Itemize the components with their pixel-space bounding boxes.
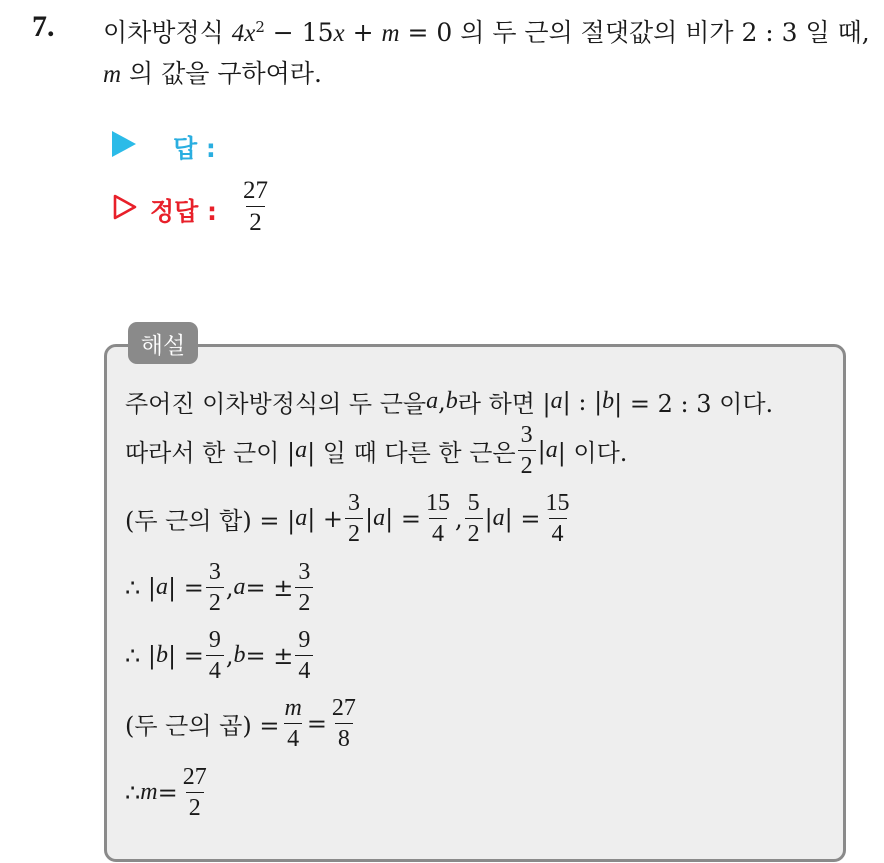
solution-line-5: ∴ | b | = $\frac{9}{4}$ , b = ± $\frac{9}{4}$ xyxy=(125,628,315,683)
solution-tag: 해설 xyxy=(128,322,198,364)
question-text-line2: m 의 값을 구하여라. xyxy=(103,59,322,88)
question-number: 7. xyxy=(32,10,55,43)
solution-line-6: (두 근의 곱) = $\frac{m}{4}$ = $\frac{27}{8}$ xyxy=(125,695,356,752)
answer-label: 답 : xyxy=(173,134,216,163)
solution-line-7: ∴ m = $\frac{27}{2}$ xyxy=(125,764,207,821)
solution-line-1: 주어진 이차방정식의 두 근을 a , b 라 하면 | a | : | b | = 2 : 3 이다. xyxy=(125,387,774,418)
correct-answer-value: $\frac{27}{2}$ xyxy=(243,177,268,236)
solution-line-3: (두 근의 합) = | a | + $\frac{3}{2}$ | a | = $\frac{15}{4}$ , $\frac{5}{2}$ | a | = $\frac{15}{4}$ xyxy=(125,490,570,547)
play-triangle-icon xyxy=(112,131,136,157)
outline-triangle-icon xyxy=(112,193,138,225)
correct-answer-label: 정답 : xyxy=(150,197,218,226)
solution-line-2: 따라서 한 근이 | a | 일 때 다른 한 근은 $\frac{3}{2}$ | a | 이다. xyxy=(125,422,628,479)
question-text-line1: 이차방정식 $4x^2 - 15x + m = 0$ 의 두 근의 절댓값의 비가 2 : 3 일 때, xyxy=(103,18,870,47)
solution-line-4: ∴ | a | = $\frac{3}{2}$ , a = ± $\frac{3}{2}$ xyxy=(125,560,315,615)
